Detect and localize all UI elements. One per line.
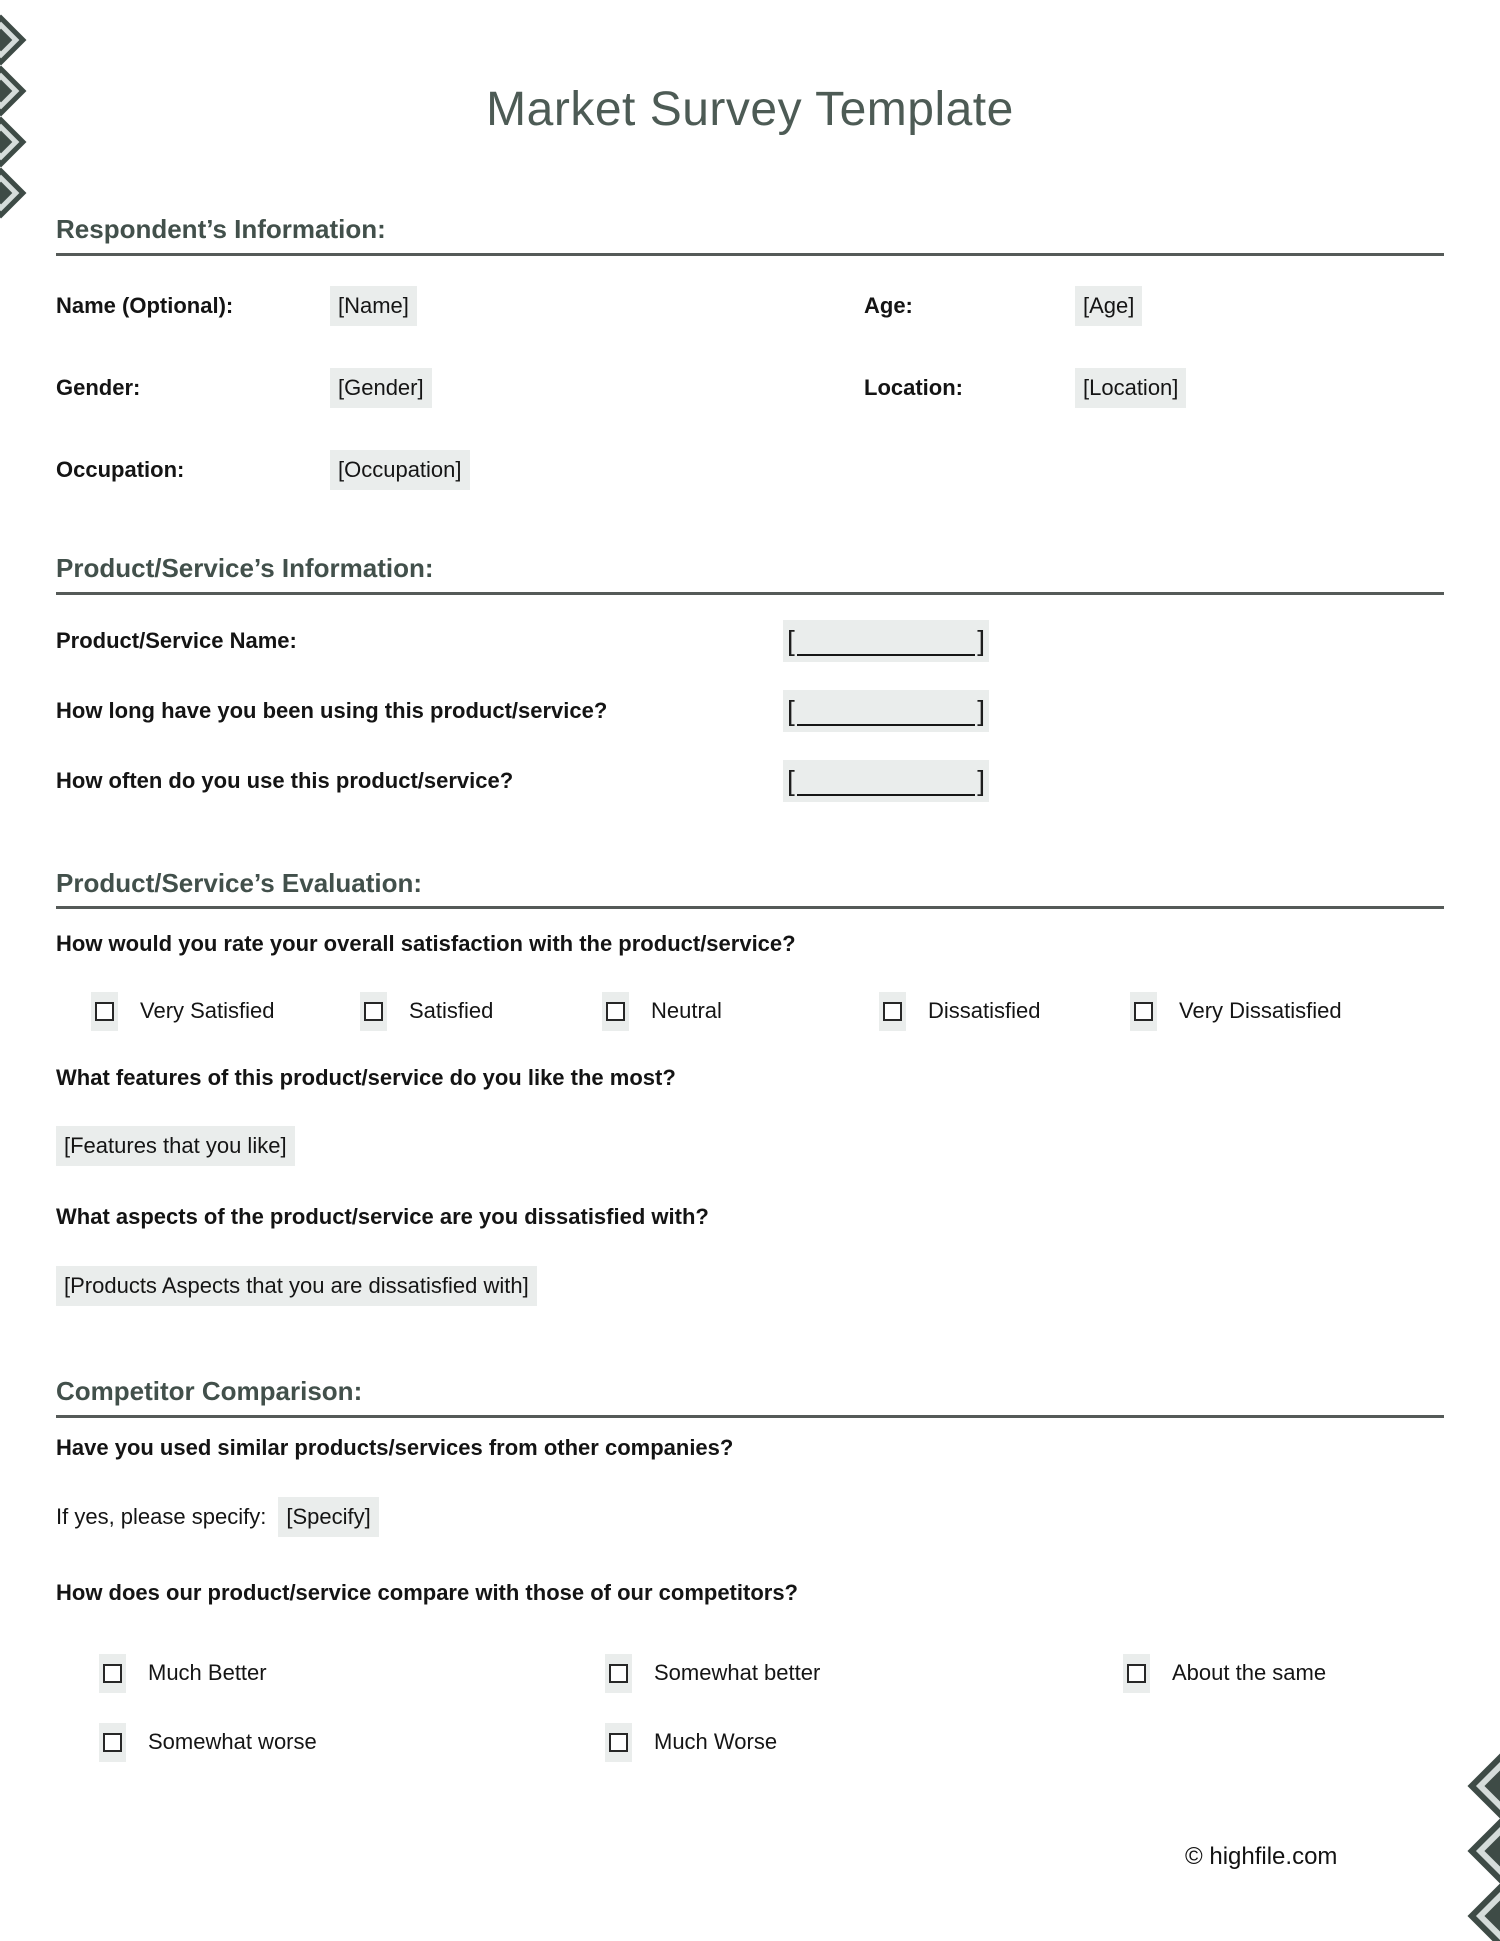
- diamond-chain-decoration-top-left: [0, 22, 19, 211]
- how-often-blank-field[interactable]: [783, 760, 989, 802]
- features-placeholder[interactable]: [Features that you like]: [56, 1126, 295, 1166]
- satisfied-checkbox[interactable]: [360, 992, 387, 1031]
- compare-options-row-1: [56, 1654, 1444, 1693]
- blank-underline: [797, 688, 975, 726]
- option-label: Much Worse: [654, 1729, 778, 1755]
- name-placeholder[interactable]: [Name]: [330, 286, 417, 326]
- option-satisfied: [360, 992, 602, 1031]
- option-about-the-same: [1123, 1654, 1444, 1693]
- product-info-questions: [56, 620, 1444, 802]
- specify-line: [56, 1497, 1444, 1537]
- bracket-open: [: [787, 764, 795, 796]
- bracket-close: ]: [977, 764, 985, 796]
- name-label: Name (Optional):: [56, 292, 234, 318]
- bracket-open: [: [787, 694, 795, 726]
- option-label: Very Satisfied: [140, 998, 275, 1024]
- bracket-close: ]: [977, 694, 985, 726]
- option-label: Neutral: [651, 998, 722, 1024]
- neutral-checkbox[interactable]: [602, 992, 629, 1031]
- option-neutral: [602, 992, 879, 1031]
- satisfaction-question: How would you rate your overall satisfaction with the product/service?: [56, 931, 796, 957]
- occupation-label: Occupation:: [56, 457, 185, 483]
- used-similar-question: Have you used similar products/services from other companies?: [56, 1434, 734, 1460]
- diamond-chain-decoration-bottom-right: [1477, 1763, 1500, 1939]
- very-dissatisfied-checkbox[interactable]: [1130, 992, 1157, 1031]
- how-long-blank-field[interactable]: [783, 690, 989, 732]
- checkbox-icon: [1134, 1002, 1153, 1021]
- diamond-icon: [1467, 1883, 1500, 1941]
- checkbox-icon: [606, 1002, 625, 1021]
- option-label: Somewhat better: [654, 1660, 821, 1686]
- features-placeholder-line: [56, 1126, 1444, 1166]
- somewhat-worse-checkbox[interactable]: [99, 1723, 126, 1762]
- much-better-checkbox[interactable]: [99, 1654, 126, 1693]
- option-much-better: [99, 1654, 605, 1693]
- respondent-info-grid: [56, 286, 1444, 491]
- option-label: Somewhat worse: [148, 1729, 317, 1755]
- option-label: About the same: [1172, 1660, 1327, 1686]
- option-somewhat-better: [605, 1654, 1123, 1693]
- section-heading-respondent: Respondent’s Information:: [56, 213, 1444, 256]
- question-row-product-name: [56, 620, 1444, 662]
- diamond-icon: [0, 66, 26, 117]
- question-row-how-often: [56, 760, 1444, 802]
- section-heading-evaluation: Product/Service’s Evaluation:: [56, 867, 1444, 910]
- option-very-satisfied: [91, 992, 360, 1031]
- option-very-dissatisfied: [1130, 992, 1444, 1031]
- option-label: Much Better: [148, 1660, 267, 1686]
- dissatisfied-checkbox[interactable]: [879, 992, 906, 1031]
- specify-label: If yes, please specify:: [56, 1504, 267, 1530]
- checkbox-icon: [609, 1664, 628, 1683]
- product-name-label: Product/Service Name:: [56, 627, 297, 653]
- section-heading-product-info: Product/Service’s Information:: [56, 552, 1444, 595]
- diamond-icon: [0, 15, 26, 66]
- question-row-how-long: [56, 690, 1444, 732]
- compare-question: How does our product/service compare with those of our competitors?: [56, 1580, 798, 1606]
- option-somewhat-worse: [99, 1723, 605, 1762]
- checkbox-icon: [95, 1002, 114, 1021]
- location-label: Location:: [864, 374, 963, 400]
- respondent-row-2: [56, 368, 1444, 408]
- blank-underline: [797, 758, 975, 796]
- bracket-close: ]: [977, 624, 985, 656]
- product-name-blank-field[interactable]: [783, 620, 989, 662]
- somewhat-better-checkbox[interactable]: [605, 1654, 632, 1693]
- checkbox-icon: [1127, 1664, 1146, 1683]
- option-dissatisfied: [879, 992, 1130, 1031]
- satisfaction-options-row: [56, 992, 1444, 1031]
- diamond-icon: [0, 168, 26, 219]
- age-placeholder[interactable]: [Age]: [1075, 286, 1142, 326]
- gender-label: Gender:: [56, 374, 141, 400]
- bracket-open: [: [787, 624, 795, 656]
- location-placeholder[interactable]: [Location]: [1075, 368, 1186, 408]
- option-much-worse: [605, 1723, 1123, 1762]
- checkbox-icon: [609, 1733, 628, 1752]
- page-title: Market Survey Template: [486, 83, 1014, 136]
- much-worse-checkbox[interactable]: [605, 1723, 632, 1762]
- about-the-same-checkbox[interactable]: [1123, 1654, 1150, 1693]
- option-label: Satisfied: [409, 998, 494, 1024]
- diamond-icon: [1467, 1818, 1500, 1883]
- section-heading-competitor: Competitor Comparison:: [56, 1375, 1444, 1418]
- diamond-icon: [0, 117, 26, 168]
- option-label: Dissatisfied: [928, 998, 1041, 1024]
- specify-placeholder[interactable]: [Specify]: [278, 1497, 378, 1537]
- respondent-row-3: [56, 450, 1444, 490]
- gender-placeholder[interactable]: [Gender]: [330, 368, 432, 408]
- respondent-row-1: [56, 286, 1444, 326]
- compare-options-row-2: [56, 1723, 1444, 1762]
- aspects-placeholder[interactable]: [Products Aspects that you are dissatisfied with]: [56, 1266, 537, 1306]
- aspects-placeholder-line: [56, 1266, 1444, 1306]
- how-often-label: How often do you use this product/service?: [56, 767, 514, 793]
- age-label: Age:: [864, 292, 913, 318]
- option-label: Very Dissatisfied: [1179, 998, 1342, 1024]
- aspects-question: What aspects of the product/service are you dissatisfied with?: [56, 1204, 709, 1230]
- very-satisfied-checkbox[interactable]: [91, 992, 118, 1031]
- footer-credit: © highfile.com: [1185, 1843, 1338, 1870]
- checkbox-icon: [883, 1002, 902, 1021]
- checkbox-icon: [103, 1664, 122, 1683]
- diamond-icon: [1467, 1753, 1500, 1818]
- features-question: What features of this product/service do you like the most?: [56, 1064, 676, 1090]
- how-long-label: How long have you been using this product/service?: [56, 697, 608, 723]
- blank-underline: [797, 618, 975, 656]
- checkbox-icon: [103, 1733, 122, 1752]
- occupation-placeholder[interactable]: [Occupation]: [330, 450, 470, 490]
- checkbox-icon: [364, 1002, 383, 1021]
